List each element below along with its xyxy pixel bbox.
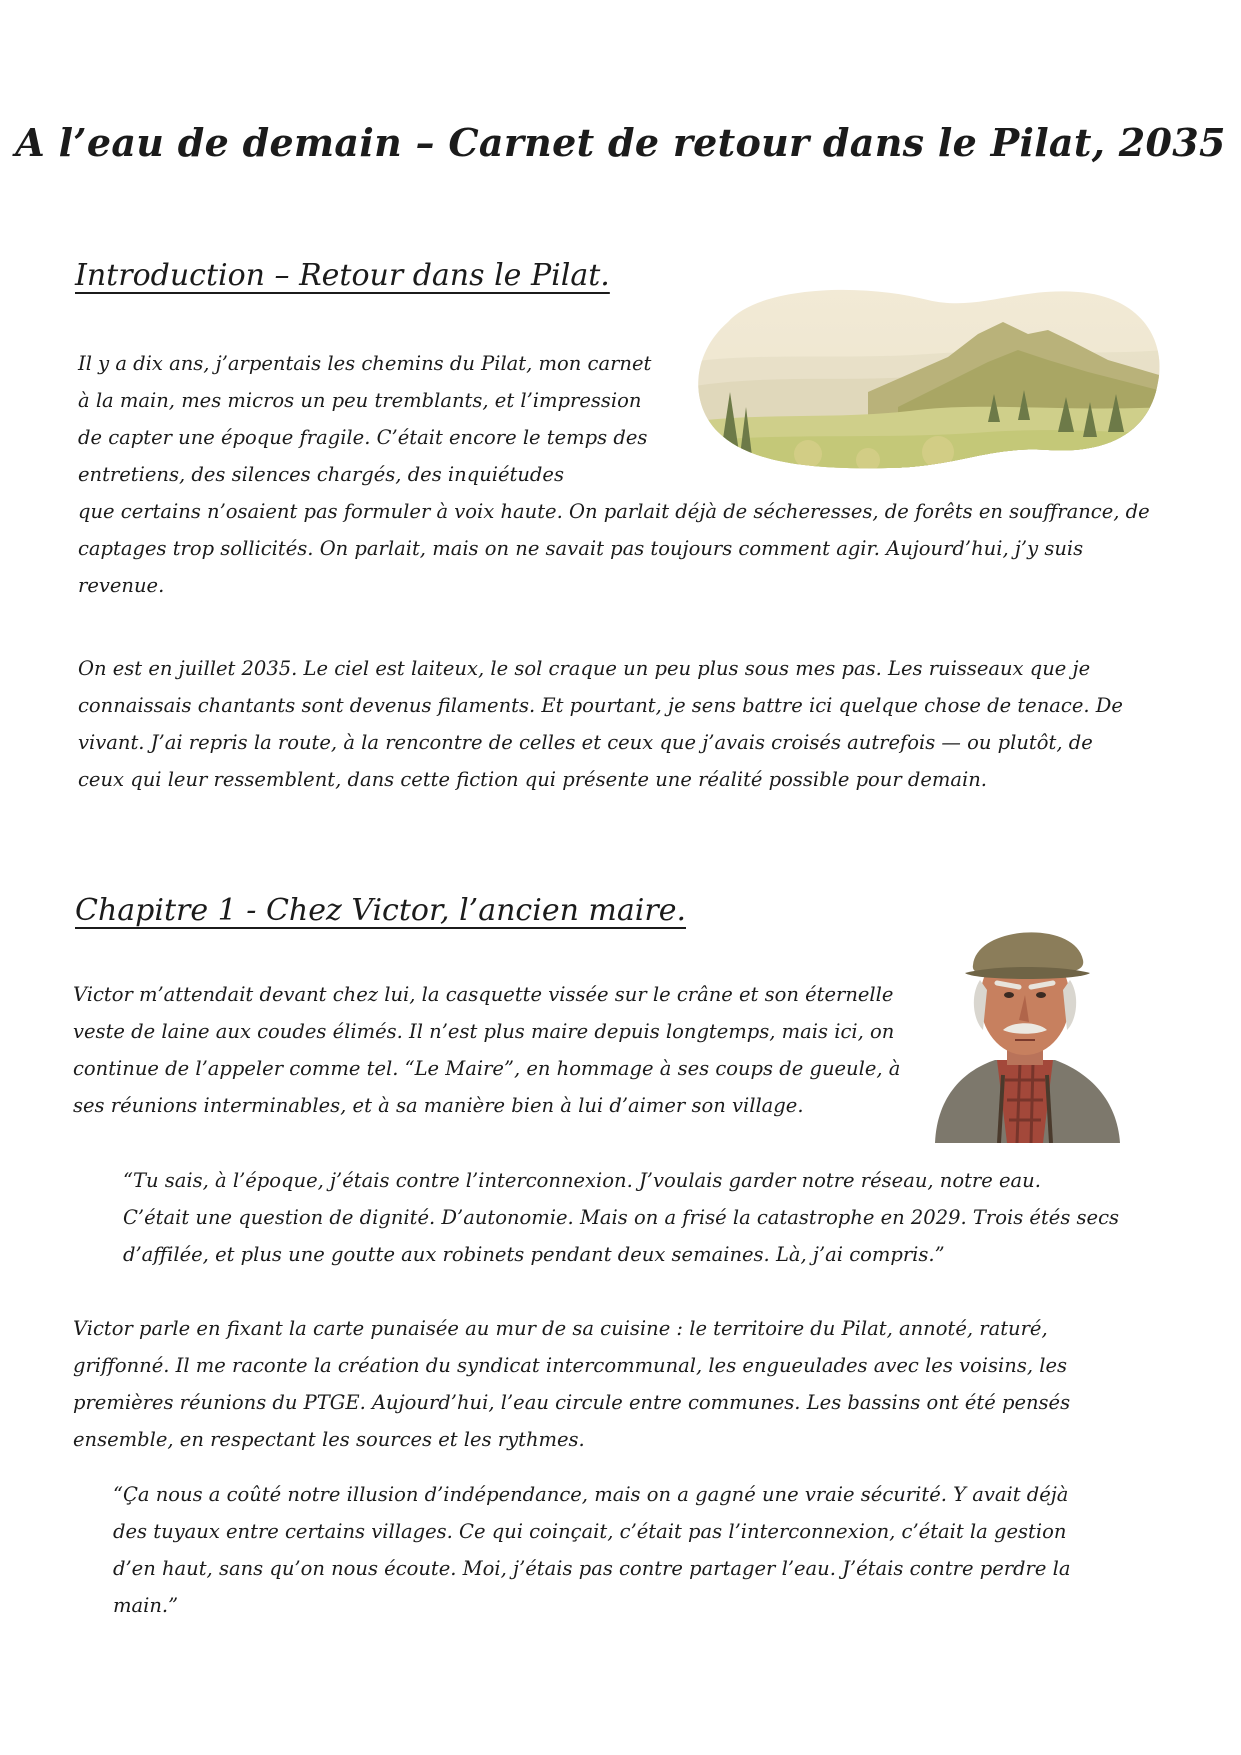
- intro-paragraph-2: On est en juillet 2035. Le ciel est laiteux, le sol craque un peu plus sous mes pas. Les ruisseaux que je connaissais chantants sont devenus filaments. Et pourtant, je sens battre ici quelque chose de tenace. De vivant. J’ai repris la route, à la rencontre de celles et ceux que j’avais croisés autrefois — ou plutôt, de ceux qui leur ressemblent, dans cette fiction qui présente une réalité possible pour demain.: [78, 657, 1123, 791]
- chapter1-quote-1: “Tu sais, à l’époque, j’étais contre l’interconnexion. J’voulais garder notre réseau, notre eau. C’était une question de dignité. D’autonomie. Mais on a frisé la catastrophe en 2029. Trois étés secs d’affilée, et plus une goutte aux robinets pendant deux semaines. Là, j’ai compris.”: [123, 1169, 1120, 1266]
- chapter1-paragraph-1: Victor m’attendait devant chez lui, la casquette vissée sur le crâne et son éternelle veste de laine aux coudes élimés. Il n’est plus maire depuis longtemps, mais ici, on continue de l’appeler comme tel. “Le Maire”, en hommage à ses coups de gueule, à ses réunions interminables, et à sa manière bien à lui d’aimer son village.: [73, 983, 901, 1117]
- chapter1-quote-2: “Ça nous a coûté notre illusion d’indépendance, mais on a gagné une vraie sécurité. Y avait déjà des tuyaux entre certains villages. Ce qui coinçait, c’était pas l’interconnexion, c’était la gestion d’en haut, sans qu’on nous écoute. Moi, j’étais pas contre partager l’eau. J’étais contre perdre la main.”: [113, 1483, 1071, 1617]
- chapter1-heading: Chapitre 1 - Chez Victor, l’ancien maire.: [75, 893, 686, 928]
- page-title: A l’eau de demain – Carnet de retour dans le Pilat, 2035: [15, 120, 1226, 165]
- intro-heading: Introduction – Retour dans le Pilat.: [75, 258, 610, 293]
- intro-paragraph-1: Il y a dix ans, j’arpentais les chemins du Pilat, mon carnet à la main, mes micros un peu tremblants, et l’impression de capter une époque fragile. C’était encore le temps des entretiens, des silences chargés, des inquiétudes que certains n’osaient pas formuler à voix haute. On parlait déjà de sécheresses, de forêts en souffrance, de captages trop sollicités. On parlait, mais on ne savait pas toujours comment agir. Aujourd’hui, j’y suis revenue.: [78, 352, 1150, 597]
- old-man-portrait-icon: [925, 895, 1125, 1143]
- chapter1-paragraph-2: Victor parle en fixant la carte punaisée au mur de sa cuisine : le territoire du Pilat, annoté, raturé, griffonné. Il me raconte la création du syndicat intercommunal, les engueulades avec les voisins, les premières réunions du PTGE. Aujourd’hui, l’eau circule entre communes. Les bassins ont été pensés ensemble, en respectant les sources et les rythmes.: [73, 1317, 1071, 1451]
